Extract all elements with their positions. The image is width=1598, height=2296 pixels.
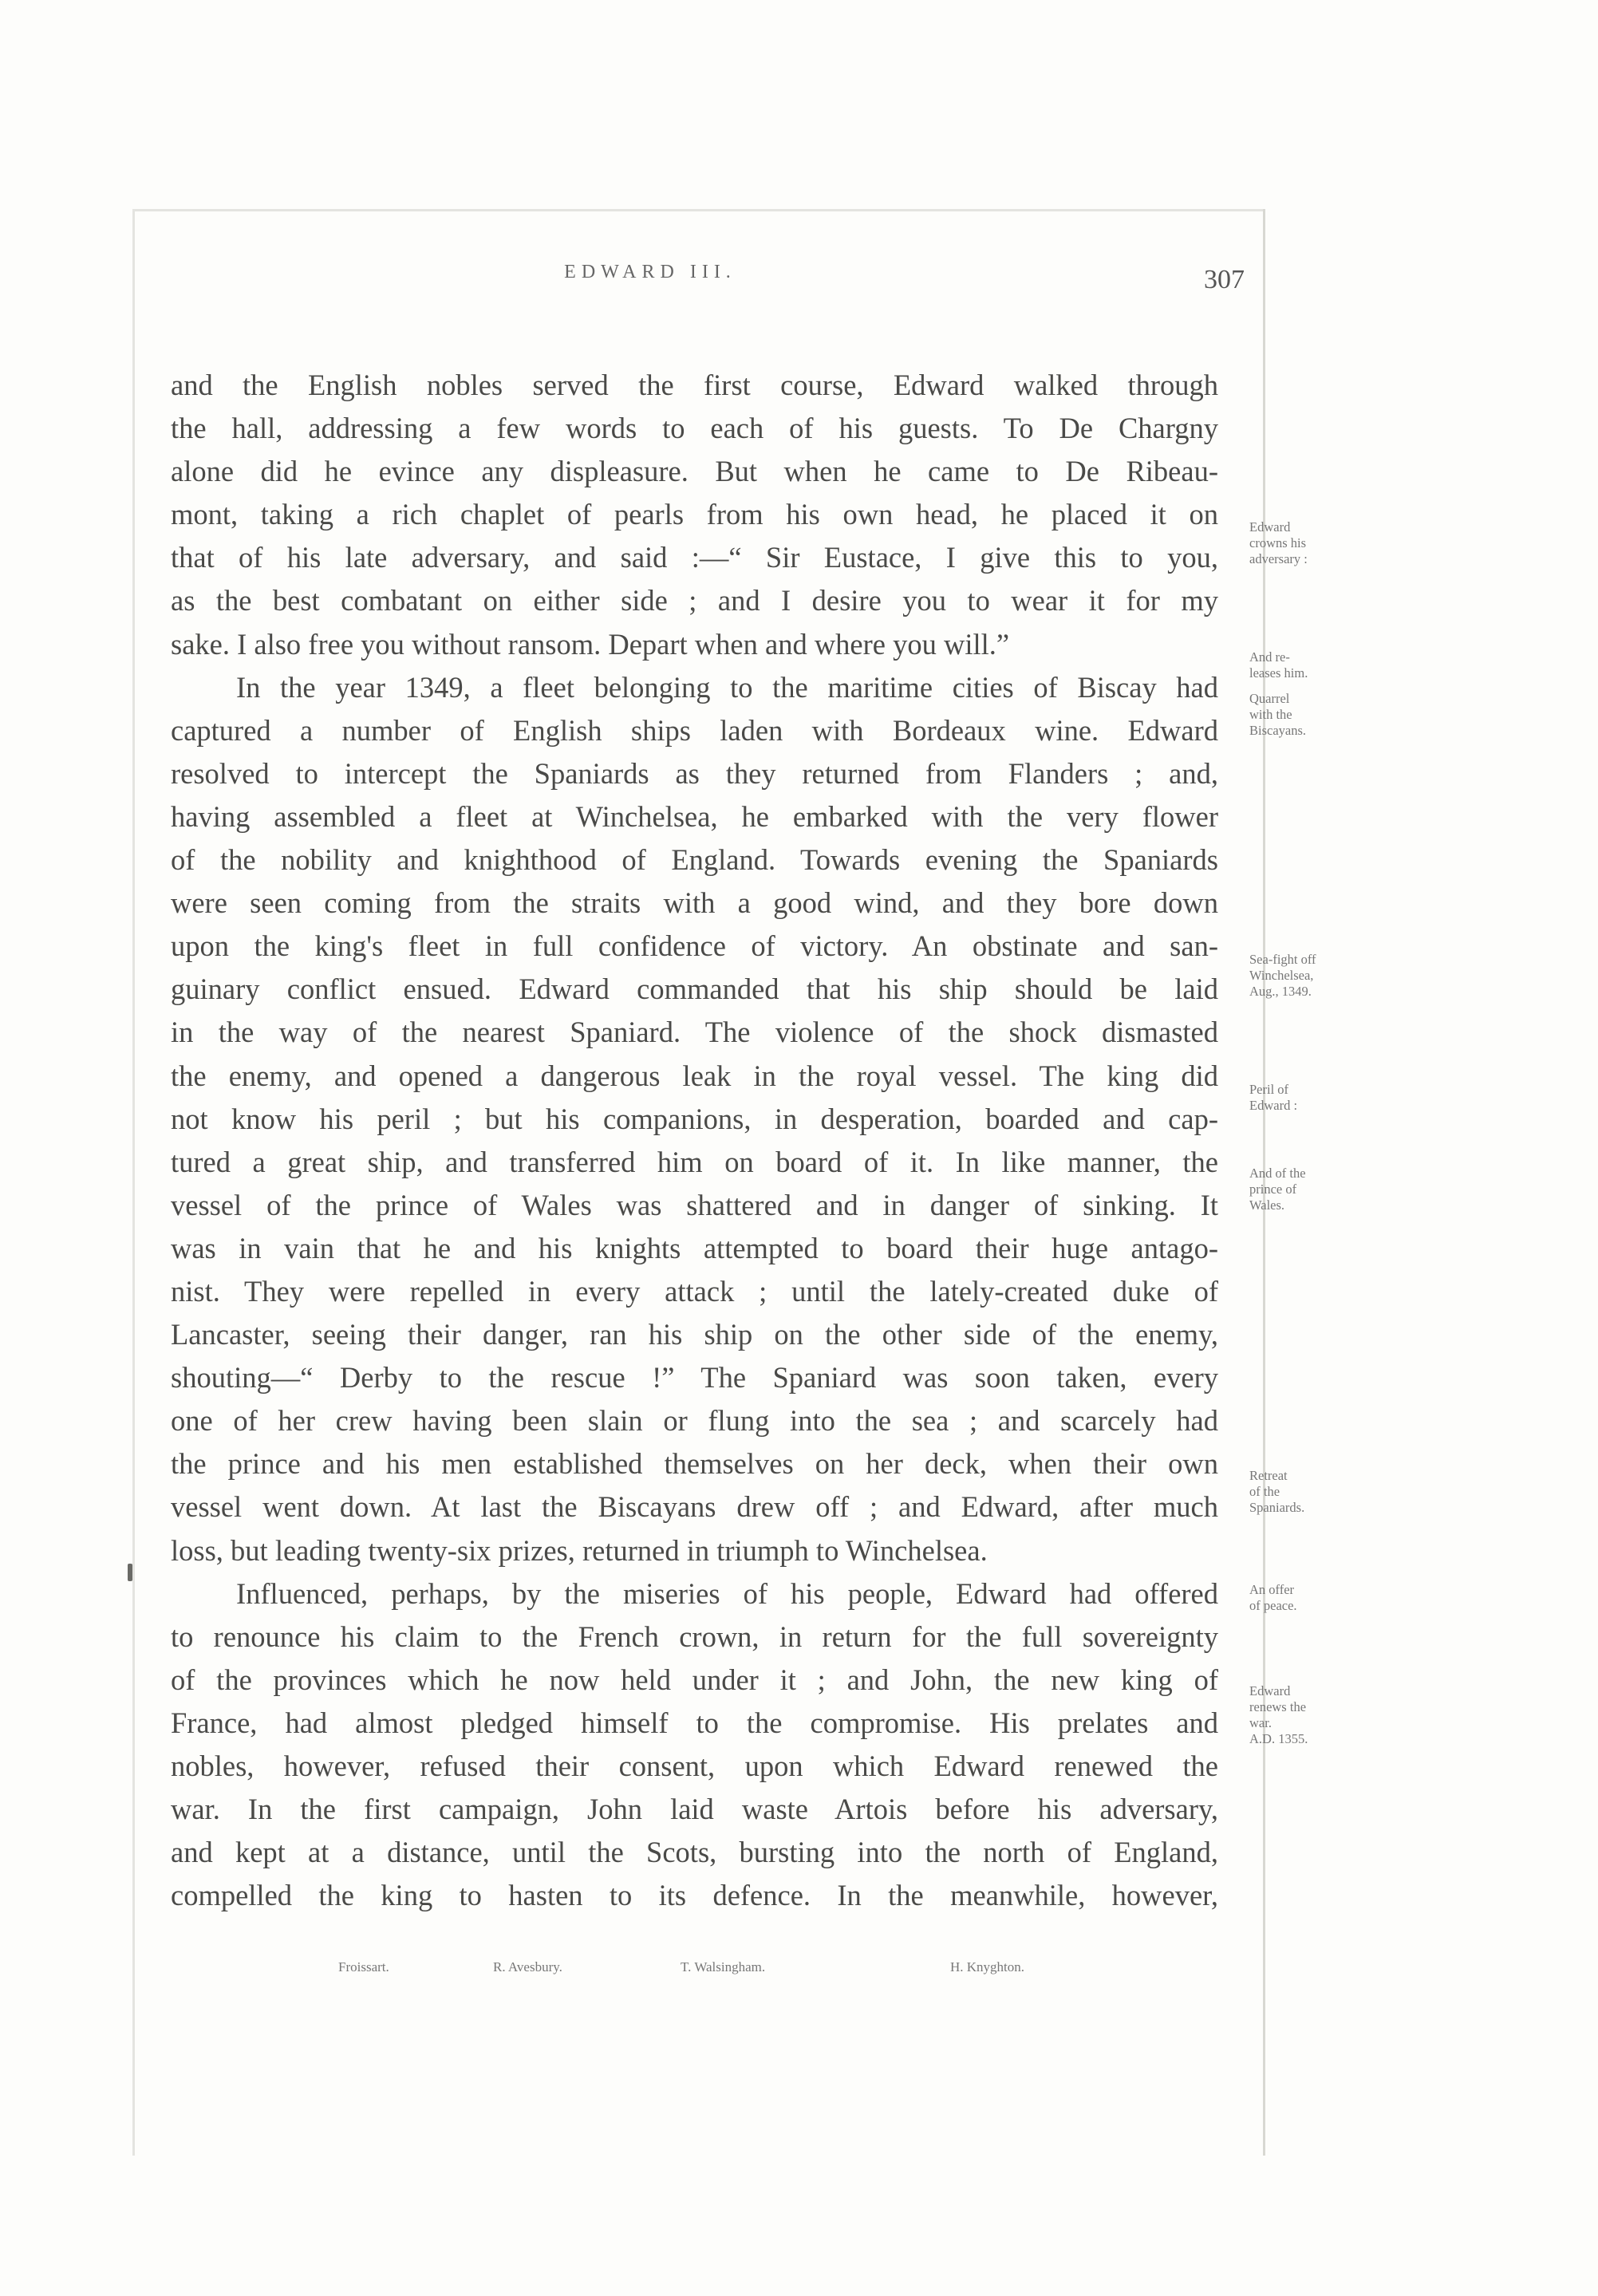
- footer-source: Froissart.: [338, 1959, 389, 1974]
- text-line: upon the king's fleet in full confidence of victory. An obstinate and san-: [171, 929, 1218, 963]
- text-line: sake. I also free you without ransom. Depart when and where you will.”: [171, 627, 1010, 661]
- paragraph-mark-icon: [128, 1564, 132, 1581]
- text-line: resolved to intercept the Spaniards as they returned from Flanders ; and,: [171, 756, 1218, 790]
- text-line: captured a number of English ships laden with Bordeaux wine. Edward: [171, 713, 1218, 747]
- page-border-top: [132, 209, 1265, 211]
- text-line: nist. They were repelled in every attack ; until the lately-created duke of: [171, 1274, 1218, 1308]
- text-line: in the way of the nearest Spaniard. The violence of the shock dismasted: [171, 1016, 1218, 1049]
- text-line: that of his late adversary, and said :—“ Sir Eustace, I give this to you,: [171, 541, 1218, 574]
- text-line: one of her crew having been slain or flung into the sea ; and scarcely had: [171, 1404, 1218, 1438]
- text-line: the prince and his men established themselves on her deck, when their own: [171, 1447, 1218, 1481]
- running-head-title: EDWARD III.: [564, 262, 736, 282]
- text-line: guinary conflict ensued. Edward commanded that his ship should be laid: [171, 972, 1218, 1006]
- text-line: loss, but leading twenty-six prizes, returned in triumph to Winchelsea.: [171, 1533, 988, 1567]
- footer-source: T. Walsingham.: [681, 1959, 766, 1974]
- margin-note: Edward crowns his adversary :: [1249, 519, 1308, 566]
- text-line: Lancaster, seeing their danger, ran his ship on the other side of the enemy,: [171, 1318, 1218, 1351]
- text-line: compelled the king to hasten to its defence. In the meanwhile, however,: [171, 1879, 1218, 1912]
- footer-sources: [0, 1959, 1276, 1983]
- text-line: and kept at a distance, until the Scots, bursting into the north of England,: [171, 1836, 1218, 1869]
- margin-note: And of the prince of Wales.: [1249, 1166, 1306, 1213]
- text-line: shouting—“ Derby to the rescue !” The Spaniard was soon taken, every: [171, 1361, 1218, 1395]
- body-text: [171, 364, 1218, 1917]
- footer-source: H. Knyghton.: [950, 1959, 1025, 1974]
- text-line: Influenced, perhaps, by the miseries of his people, Edward had offered: [236, 1576, 1218, 1610]
- text-line: as the best combatant on either side ; and I desire you to wear it for my: [171, 584, 1218, 617]
- text-line: of the provinces which he now held under it ; and John, the new king of: [171, 1663, 1218, 1696]
- footer-source: R. Avesbury.: [493, 1959, 562, 1974]
- text-line: of the nobility and knighthood of England. Towards evening the Spaniards: [171, 843, 1218, 877]
- text-line: tured a great ship, and transferred him on board of it. In like manner, the: [171, 1145, 1218, 1178]
- page-number: 307: [1204, 265, 1245, 294]
- margin-note: An offer of peace.: [1249, 1582, 1297, 1613]
- text-line: and the English nobles served the first course, Edward walked through: [171, 369, 1218, 401]
- text-line: to renounce his claim to the French crown, in return for the full sovereignty: [171, 1619, 1218, 1653]
- margin-note: Sea-fight off Winchelsea, Aug., 1349.: [1249, 952, 1316, 999]
- text-line: not know his peril ; but his companions, in desperation, boarded and cap-: [171, 1102, 1218, 1135]
- text-line: vessel of the prince of Wales was shattered and in danger of sinking. It: [171, 1188, 1218, 1221]
- margin-note: Edward renews the war. A.D. 1355.: [1249, 1683, 1409, 1747]
- text-line: In the year 1349, a fleet belonging to the maritime cities of Biscay had: [236, 670, 1218, 704]
- margin-date: A.D. 1355.: [1249, 1731, 1308, 1746]
- text-line: was in vain that he and his knights attempted to board their huge antago-: [171, 1231, 1218, 1264]
- text-line: having assembled a fleet at Winchelsea, he embarked with the very flower: [171, 799, 1218, 833]
- page-border-left: [132, 209, 135, 2156]
- text-line: alone did he evince any displeasure. But when he came to De Ribeau-: [171, 455, 1218, 488]
- text-line: the enemy, and opened a dangerous leak in the royal vessel. The king did: [171, 1059, 1218, 1092]
- text-line: nobles, however, refused their consent, upon which Edward renewed the: [171, 1750, 1218, 1782]
- text-line: were seen coming from the straits with a good wind, and they bore down: [171, 886, 1218, 920]
- margin-note: Quarrel with the Biscayans.: [1249, 691, 1307, 738]
- text-line: France, had almost pledged himself to the compromise. His prelates and: [171, 1706, 1218, 1739]
- text-line: vessel went down. At last the Biscayans drew off ; and Edward, after much: [171, 1490, 1218, 1524]
- text-line: the hall, addressing a few words to each of his guests. To De Chargny: [171, 412, 1218, 445]
- margin-note: And re- leases him.: [1249, 649, 1308, 681]
- margin-note: Retreat of the Spaniards.: [1249, 1468, 1305, 1515]
- margin-note: Peril of Edward :: [1249, 1082, 1298, 1113]
- text-line: mont, taking a rich chaplet of pearls from his own head, he placed it on: [171, 498, 1218, 531]
- text-line: war. In the first campaign, John laid waste Artois before his adversary,: [171, 1793, 1218, 1826]
